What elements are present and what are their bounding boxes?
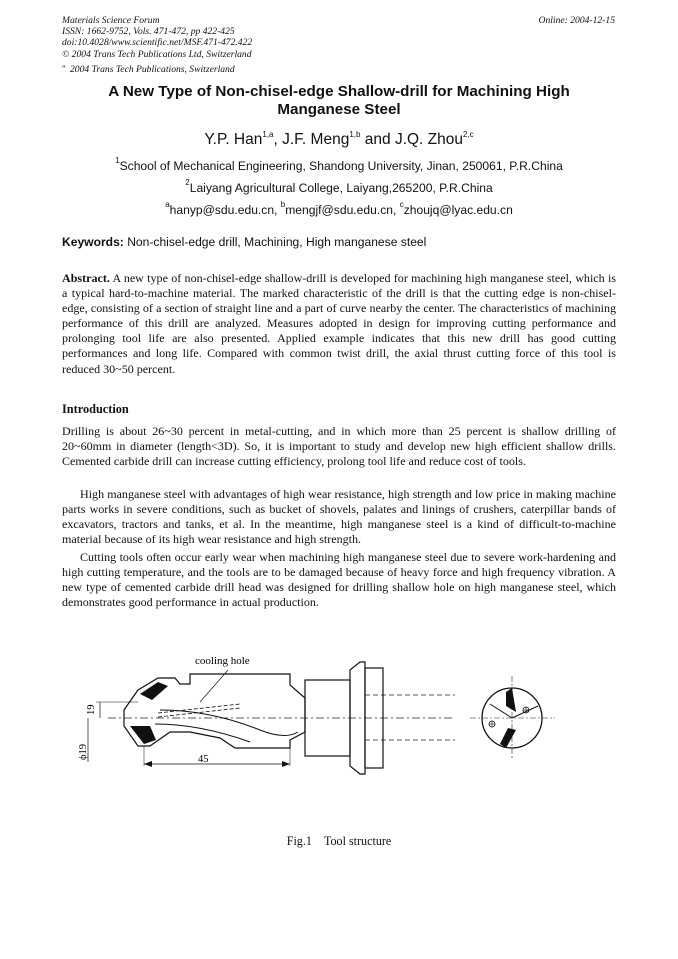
dimension-19: 19 xyxy=(86,704,97,715)
drill-end-view xyxy=(470,676,555,760)
intro-paragraph-3: Cutting tools often occur early wear when machining high manganese steel due to severe work-hardening and high cutting temperature, and the tools are to be damaged because of heavy force and high frequency vibration. A new type of cemented carbide drill head was designed for drilling shallow hole on high manganese steel, which demonstrates good performance in actual production. xyxy=(62,550,616,610)
arrowhead xyxy=(144,761,152,767)
keywords xyxy=(62,235,426,249)
title-line-1: A New Type of Non-chisel-edge Shallow-drill for Machining High xyxy=(108,83,570,100)
affiliation-1: $^1$School of Mechanical Engineering, Shandong University, Jinan, 250061, P.R.China xyxy=(115,156,563,173)
publication-header xyxy=(62,15,252,75)
keywords-text: Non-chisel-edge drill, Machining, High manganese steel xyxy=(123,235,427,249)
issn-line: ISSN: 1662-9752, Vols. 471-472, pp 422-425 xyxy=(62,26,235,38)
author-name: J.Q. Zhou xyxy=(394,131,463,148)
email-link[interactable]: mengjf@sdu.edu.cn, xyxy=(285,203,400,217)
email-link[interactable]: zhoujq@lyac.edu.cn xyxy=(403,203,513,217)
author-name: J.F. Meng xyxy=(282,131,350,148)
cooling-hole-line xyxy=(158,708,240,717)
label-leader xyxy=(200,670,228,702)
abstract xyxy=(62,271,616,377)
abstract-label: Abstract. xyxy=(62,271,110,285)
intro-paragraph-1: Drilling is about 26~30 percent in metal-cutting, and in which more than 25 percent is shallow drilling of 20~60mm in diameter (length<3D). So, it is important to study and develop new high efficient shallow drills. Cemented carbide drill can increase cutting efficiency, prolong tool life and reduce cost of tools. xyxy=(62,424,616,469)
author-sup: 1,a xyxy=(262,130,274,139)
author-sup: 2,c xyxy=(463,130,474,139)
author-list xyxy=(62,131,616,149)
author-separator: , xyxy=(273,131,283,148)
paper-title xyxy=(62,83,616,119)
online-date: Online: 2004-12-15 xyxy=(538,15,615,26)
dimension-phi19: ϕ19 xyxy=(78,743,89,760)
title-line-2: Manganese Steel xyxy=(277,101,401,118)
keywords-label: Keywords: xyxy=(62,235,124,249)
abstract-text: A new type of non-chisel-edge shallow-drill is developed for machining high manganese steel, which is a typical hard-to-machine material. The marked characteristic of the drill is that the cutting edge is non-chisel-edge, consisting of a section of straight line and a part of curve nearby the center. The characteristics of machining performance of this drill are analyzed. Measures adopted in design for improving cutting performance and prolonging tool life are also presented. Applied example indicates that this new drill has good cutting performances and long life. Compared with common twist drill, the axial thrust cutting force of this tool is reduced 30~50 percent. xyxy=(62,271,616,376)
carbide-insert xyxy=(130,726,156,744)
figure-number: Fig.1 xyxy=(286,834,312,848)
author-name: Y.P. Han xyxy=(204,131,263,148)
figure-caption-text: Tool structure xyxy=(323,834,392,848)
cooling-hole-label: cooling hole xyxy=(195,655,250,667)
tool-structure-figure xyxy=(60,640,580,780)
author-emails: $^a$hanyp@sdu.edu.cn, $^b$mengjf@sdu.edu.cn, $^c$zhoujq@lyac.edu.cn xyxy=(165,200,513,217)
copyright-line-2: ″ 2004 Trans Tech Publications, Switzerland xyxy=(62,63,235,75)
affiliation-2: $^2$Laiyang Agricultural College, Laiyang,265200, P.R.China xyxy=(185,178,493,195)
dimension-45: 45 xyxy=(198,754,209,765)
doi-line: doi:10.4028/www.scientific.net/MSF.471-472.422 xyxy=(62,37,253,49)
author-sup: 1,b xyxy=(349,130,361,139)
figure-caption xyxy=(0,834,678,849)
author-separator: and xyxy=(360,131,395,148)
carbide-insert xyxy=(140,682,168,700)
intro-paragraph-2: High manganese steel with advantages of high wear resistance, high strength and low price in making machine parts works in severe conditions, such as bucket of shovels, palates and linings of crushers, caterpillar bands of excavators, tractors and tanks, et al. In the meantime, high manganese steel is a kind of difficult-to-machine material because of its high wear resistance and high strength. xyxy=(62,487,616,547)
copyright-symbol: ″ xyxy=(62,63,66,75)
email-link[interactable]: hanyp@sdu.edu.cn, xyxy=(169,203,281,217)
copyright-line: © 2004 Trans Tech Publications Ltd, Switzerland xyxy=(62,48,252,60)
cooling-hole-line xyxy=(158,704,240,713)
journal-name: Materials Science Forum xyxy=(62,15,160,26)
introduction-heading: Introduction xyxy=(62,402,129,416)
arrowhead xyxy=(282,761,290,767)
